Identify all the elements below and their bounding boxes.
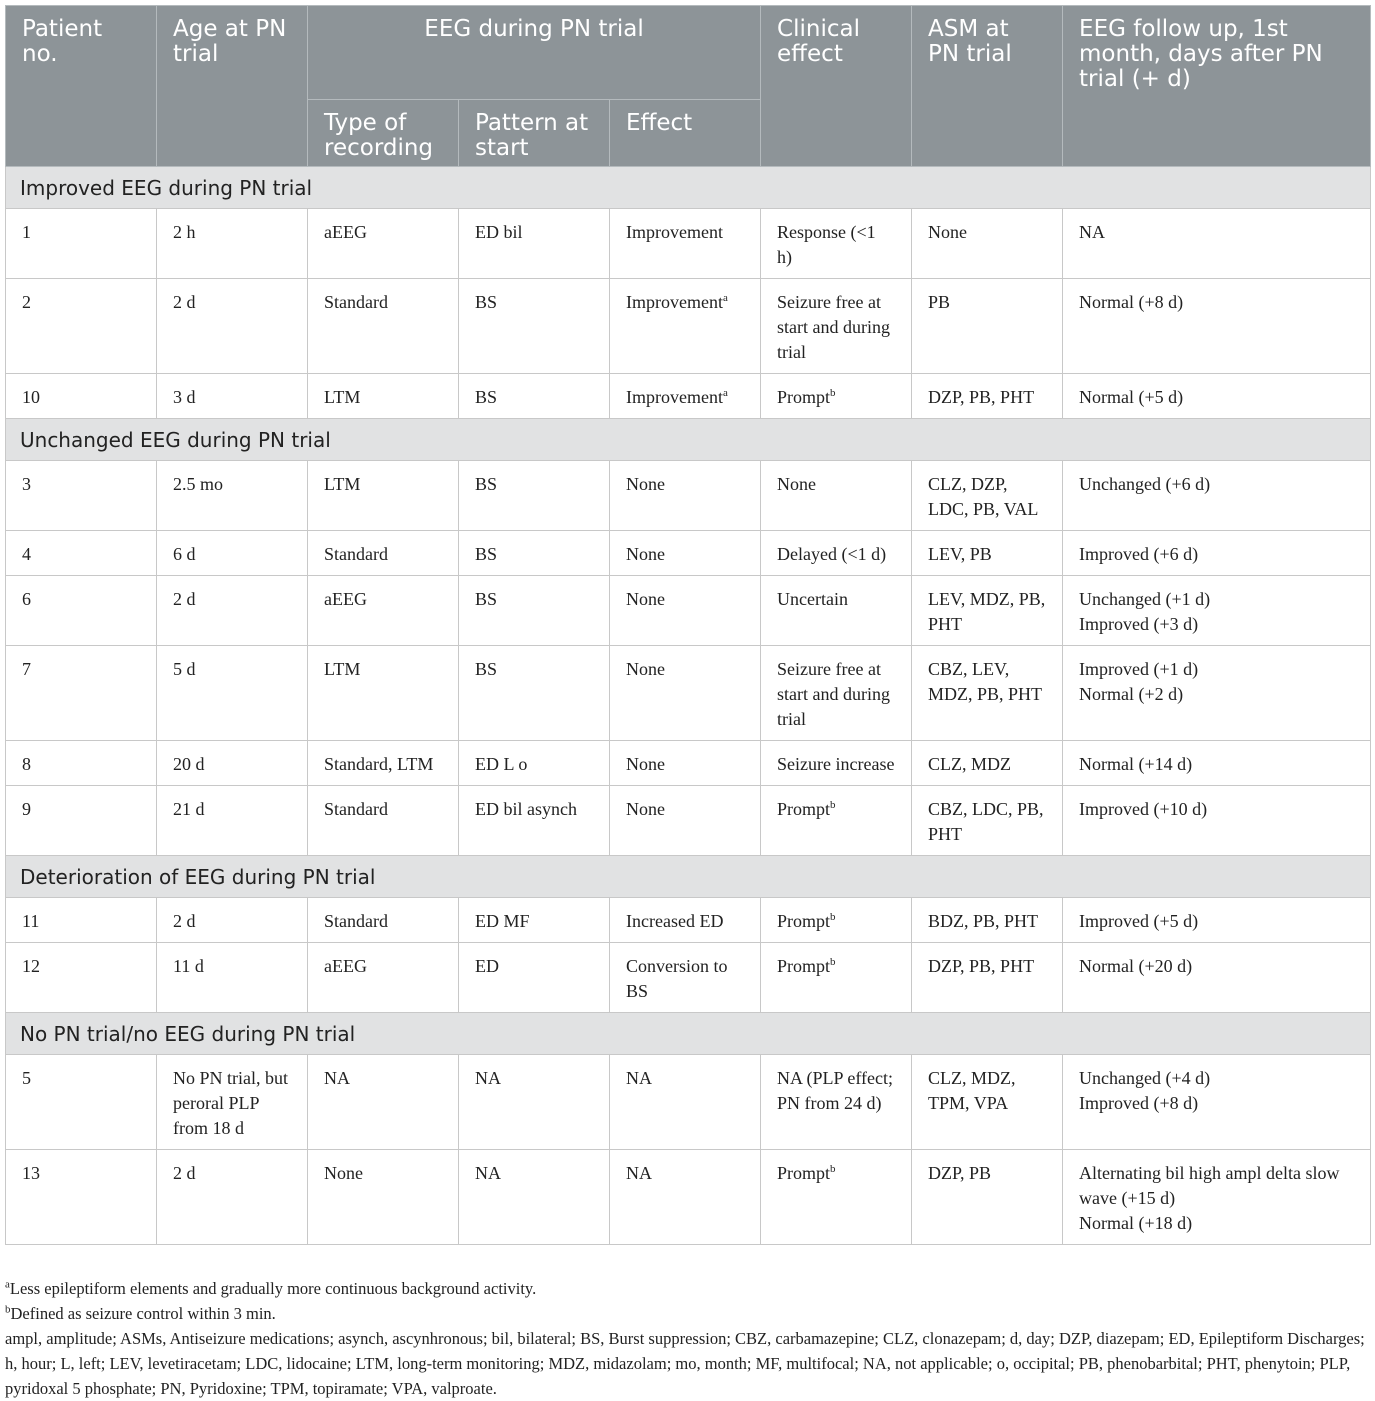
cell-clinical-effect-text: None	[777, 474, 817, 494]
followup-line: Improved (+10 d)	[1079, 799, 1208, 819]
cell-patient-no: 3	[6, 461, 157, 531]
cell-type-of-recording: aEEG	[308, 943, 459, 1013]
cell-asm: CBZ, LEV, MDZ, PB, PHT	[912, 646, 1063, 741]
cell-eeg-followup	[1063, 374, 1371, 419]
cell-asm: DZP, PB	[912, 1150, 1063, 1245]
followup-line: Unchanged (+4 d)	[1079, 1068, 1211, 1088]
footnote-a-mark: a	[5, 1278, 10, 1291]
table-row	[6, 576, 1371, 646]
cell-eeg-followup	[1063, 741, 1371, 786]
cell-pattern-at-start: ED L o	[459, 741, 610, 786]
section-row	[6, 856, 1371, 898]
cell-patient-no: 2	[6, 279, 157, 374]
cell-age: 2 d	[157, 1150, 308, 1245]
footnote-mark: b	[830, 799, 836, 811]
table-row	[6, 786, 1371, 856]
cell-clinical-effect	[761, 279, 912, 374]
cell-clinical-effect-text: Prompt	[777, 911, 831, 931]
cell-pattern-at-start: BS	[459, 646, 610, 741]
cell-effect-text: None	[626, 589, 665, 609]
footnote-mark: a	[722, 292, 728, 304]
footnote-mark: b	[830, 387, 836, 399]
cell-age: 2 d	[157, 279, 308, 374]
cell-effect	[610, 943, 761, 1013]
cell-patient-no: 9	[6, 786, 157, 856]
cell-asm: LEV, PB	[912, 531, 1063, 576]
cell-type-of-recording: Standard	[308, 531, 459, 576]
cell-clinical-effect	[761, 646, 912, 741]
header-clinical-effect: Clinical effect	[761, 6, 912, 167]
cell-type-of-recording: Standard, LTM	[308, 741, 459, 786]
cell-patient-no: 8	[6, 741, 157, 786]
footnote-mark: b	[830, 911, 836, 923]
cell-pattern-at-start: ED MF	[459, 898, 610, 943]
table-row	[6, 898, 1371, 943]
followup-line: Improved (+5 d)	[1079, 911, 1199, 931]
cell-eeg-followup	[1063, 209, 1371, 279]
cell-effect	[610, 898, 761, 943]
followup-line: Normal (+14 d)	[1079, 754, 1193, 774]
table-row	[6, 943, 1371, 1013]
cell-effect	[610, 374, 761, 419]
cell-clinical-effect-text: Delayed (<1 d)	[777, 544, 887, 564]
followup-line: Normal (+20 d)	[1079, 956, 1193, 976]
cell-pattern-at-start: BS	[459, 461, 610, 531]
cell-clinical-effect	[761, 786, 912, 856]
followup-line: Improved (+3 d)	[1079, 614, 1199, 634]
header-effect: Effect	[610, 100, 761, 167]
cell-effect-text: NA	[626, 1163, 652, 1183]
cell-asm: None	[912, 209, 1063, 279]
table-row	[6, 531, 1371, 576]
cell-effect-text: Improvement	[626, 222, 723, 242]
cell-effect-text: None	[626, 544, 665, 564]
cell-type-of-recording: Standard	[308, 279, 459, 374]
cell-clinical-effect	[761, 576, 912, 646]
cell-effect-text: None	[626, 799, 665, 819]
cell-clinical-effect-text: Uncertain	[777, 589, 848, 609]
cell-clinical-effect	[761, 1150, 912, 1245]
cell-patient-no: 4	[6, 531, 157, 576]
table-container	[5, 5, 1370, 1245]
cell-type-of-recording: LTM	[308, 374, 459, 419]
table-row	[6, 646, 1371, 741]
followup-line: Improved (+1 d)	[1079, 659, 1199, 679]
cell-age: 2 d	[157, 576, 308, 646]
footnote-b	[5, 1301, 1370, 1326]
header-asm: ASM at PN trial	[912, 6, 1063, 167]
followup-line: Normal (+2 d)	[1079, 684, 1184, 704]
cell-eeg-followup	[1063, 461, 1371, 531]
table-row	[6, 461, 1371, 531]
footnote-b-mark: b	[5, 1303, 11, 1316]
cell-type-of-recording: aEEG	[308, 576, 459, 646]
cell-effect-text: Conversion to BS	[626, 956, 728, 1001]
cell-clinical-effect	[761, 209, 912, 279]
cell-effect	[610, 1055, 761, 1150]
table-row	[6, 209, 1371, 279]
cell-clinical-effect	[761, 374, 912, 419]
header-age: Age at PN trial	[157, 6, 308, 167]
cell-effect	[610, 209, 761, 279]
footnote-a-text: Less epileptiform elements and gradually more continuous background activity.	[9, 1279, 537, 1298]
cell-clinical-effect	[761, 531, 912, 576]
cell-effect	[610, 279, 761, 374]
cell-clinical-effect-text: Prompt	[777, 799, 831, 819]
footnotes	[5, 1276, 1370, 1401]
section-title: Deterioration of EEG during PN trial	[6, 856, 1371, 898]
cell-patient-no: 10	[6, 374, 157, 419]
cell-age: 6 d	[157, 531, 308, 576]
table-row	[6, 1150, 1371, 1245]
footnote-b-text: Defined as seizure control within 3 min.	[10, 1304, 276, 1323]
cell-pattern-at-start: NA	[459, 1055, 610, 1150]
cell-type-of-recording: NA	[308, 1055, 459, 1150]
cell-clinical-effect-text: Prompt	[777, 956, 831, 976]
cell-effect	[610, 741, 761, 786]
section-row	[6, 167, 1371, 209]
section-row	[6, 1013, 1371, 1055]
cell-clinical-effect	[761, 943, 912, 1013]
cell-age: 11 d	[157, 943, 308, 1013]
cell-pattern-at-start: BS	[459, 531, 610, 576]
cell-patient-no: 1	[6, 209, 157, 279]
cell-eeg-followup	[1063, 786, 1371, 856]
cell-clinical-effect	[761, 741, 912, 786]
cell-asm: DZP, PB, PHT	[912, 374, 1063, 419]
cell-pattern-at-start: BS	[459, 279, 610, 374]
cell-effect	[610, 531, 761, 576]
section-title: No PN trial/no EEG during PN trial	[6, 1013, 1371, 1055]
cell-asm: DZP, PB, PHT	[912, 943, 1063, 1013]
cell-effect-text: Increased ED	[626, 911, 724, 931]
cell-age: 3 d	[157, 374, 308, 419]
cell-clinical-effect-text: Seizure increase	[777, 754, 895, 774]
cell-eeg-followup	[1063, 279, 1371, 374]
followup-line: Improved (+8 d)	[1079, 1093, 1199, 1113]
cell-type-of-recording: LTM	[308, 646, 459, 741]
cell-effect	[610, 646, 761, 741]
cell-asm: CLZ, MDZ, TPM, VPA	[912, 1055, 1063, 1150]
cell-patient-no: 12	[6, 943, 157, 1013]
table-row	[6, 1055, 1371, 1150]
cell-clinical-effect-text: NA (PLP effect; PN from 24 d)	[777, 1068, 894, 1113]
cell-type-of-recording: Standard	[308, 786, 459, 856]
cell-clinical-effect-text: Prompt	[777, 387, 831, 407]
cell-effect-text: None	[626, 754, 665, 774]
cell-pattern-at-start: ED	[459, 943, 610, 1013]
cell-type-of-recording: LTM	[308, 461, 459, 531]
cell-age: No PN trial, but peroral PLP from 18 d	[157, 1055, 308, 1150]
cell-asm: CLZ, DZP, LDC, PB, VAL	[912, 461, 1063, 531]
followup-line: Unchanged (+1 d)	[1079, 589, 1211, 609]
cell-patient-no: 5	[6, 1055, 157, 1150]
cell-effect	[610, 1150, 761, 1245]
cell-clinical-effect-text: Seizure free at start and during trial	[777, 292, 891, 362]
cell-pattern-at-start: ED bil asynch	[459, 786, 610, 856]
cell-clinical-effect	[761, 898, 912, 943]
cell-effect-text: Improvement	[626, 387, 723, 407]
table-row	[6, 374, 1371, 419]
cell-type-of-recording: aEEG	[308, 209, 459, 279]
cell-effect-text: NA	[626, 1068, 652, 1088]
footnote-a	[5, 1276, 1370, 1301]
section-row	[6, 419, 1371, 461]
cell-eeg-followup	[1063, 1150, 1371, 1245]
header-patient-no: Patient no.	[6, 6, 157, 167]
cell-age: 2 h	[157, 209, 308, 279]
cell-effect	[610, 461, 761, 531]
cell-age: 5 d	[157, 646, 308, 741]
table-row	[6, 741, 1371, 786]
header-eeg-followup: EEG follow up, 1st month, days after PN trial (+ d)	[1063, 6, 1371, 167]
header-eeg-group: EEG during PN trial	[308, 6, 761, 100]
header-pattern-at-start: Pattern at start	[459, 100, 610, 167]
cell-clinical-effect	[761, 1055, 912, 1150]
header-type-of-recording: Type of recording	[308, 100, 459, 167]
cell-type-of-recording: None	[308, 1150, 459, 1245]
cell-pattern-at-start: NA	[459, 1150, 610, 1245]
abbreviations-note: ampl, amplitude; ASMs, Antiseizure medications; asynch, ascynhronous; bil, bilateral; BS, Burst suppression; CBZ, carbamazepine; CLZ, clonazepam; d, day; DZP, diazepam; ED, Epileptiform Discharges; h, hour; L, left; LEV, levetiracetam; LDC, lidocaine; LTM, long-term monitoring; MDZ, midazolam; mo, month; MF, multifocal; NA, not applicable; o, occipital; PB, phenobarbital; PHT, phenytoin; PLP, pyridoxal 5 phosphate; PN, Pyridoxine; TPM, topiramate; VPA, valproate.	[5, 1329, 1365, 1398]
section-title: Improved EEG during PN trial	[6, 167, 1371, 209]
patient-eeg-table	[5, 5, 1371, 1245]
cell-age: 21 d	[157, 786, 308, 856]
cell-clinical-effect-text: Prompt	[777, 1163, 831, 1183]
followup-line: Unchanged (+6 d)	[1079, 474, 1211, 494]
cell-clinical-effect	[761, 461, 912, 531]
cell-eeg-followup	[1063, 943, 1371, 1013]
cell-eeg-followup	[1063, 531, 1371, 576]
cell-asm: BDZ, PB, PHT	[912, 898, 1063, 943]
cell-effect	[610, 786, 761, 856]
footnote-mark: b	[830, 956, 836, 968]
cell-pattern-at-start: ED bil	[459, 209, 610, 279]
cell-eeg-followup	[1063, 1055, 1371, 1150]
cell-patient-no: 13	[6, 1150, 157, 1245]
table-row	[6, 279, 1371, 374]
followup-line: Improved (+6 d)	[1079, 544, 1199, 564]
cell-patient-no: 7	[6, 646, 157, 741]
cell-pattern-at-start: BS	[459, 576, 610, 646]
table-body	[6, 167, 1371, 1245]
followup-line: NA	[1079, 222, 1106, 242]
cell-pattern-at-start: BS	[459, 374, 610, 419]
footnote-mark: b	[830, 1163, 836, 1175]
cell-eeg-followup	[1063, 898, 1371, 943]
followup-line: Normal (+5 d)	[1079, 387, 1184, 407]
followup-line: Normal (+18 d)	[1079, 1213, 1193, 1233]
cell-age: 20 d	[157, 741, 308, 786]
footnote-mark: a	[722, 387, 728, 399]
cell-effect-text: None	[626, 659, 665, 679]
cell-type-of-recording: Standard	[308, 898, 459, 943]
cell-eeg-followup	[1063, 646, 1371, 741]
cell-asm: LEV, MDZ, PB, PHT	[912, 576, 1063, 646]
cell-asm: CLZ, MDZ	[912, 741, 1063, 786]
cell-asm: CBZ, LDC, PB, PHT	[912, 786, 1063, 856]
cell-age: 2.5 mo	[157, 461, 308, 531]
cell-clinical-effect-text: Response (<1 h)	[777, 222, 876, 267]
section-title: Unchanged EEG during PN trial	[6, 419, 1371, 461]
cell-patient-no: 11	[6, 898, 157, 943]
cell-asm: PB	[912, 279, 1063, 374]
cell-clinical-effect-text: Seizure free at start and during trial	[777, 659, 891, 729]
cell-eeg-followup	[1063, 576, 1371, 646]
cell-effect	[610, 576, 761, 646]
followup-line: Normal (+8 d)	[1079, 292, 1184, 312]
cell-patient-no: 6	[6, 576, 157, 646]
cell-age: 2 d	[157, 898, 308, 943]
table-header	[6, 6, 1371, 167]
cell-effect-text: Improvement	[626, 292, 723, 312]
cell-effect-text: None	[626, 474, 665, 494]
followup-line: Alternating bil high ampl delta slow wave (+15 d)	[1079, 1163, 1340, 1208]
